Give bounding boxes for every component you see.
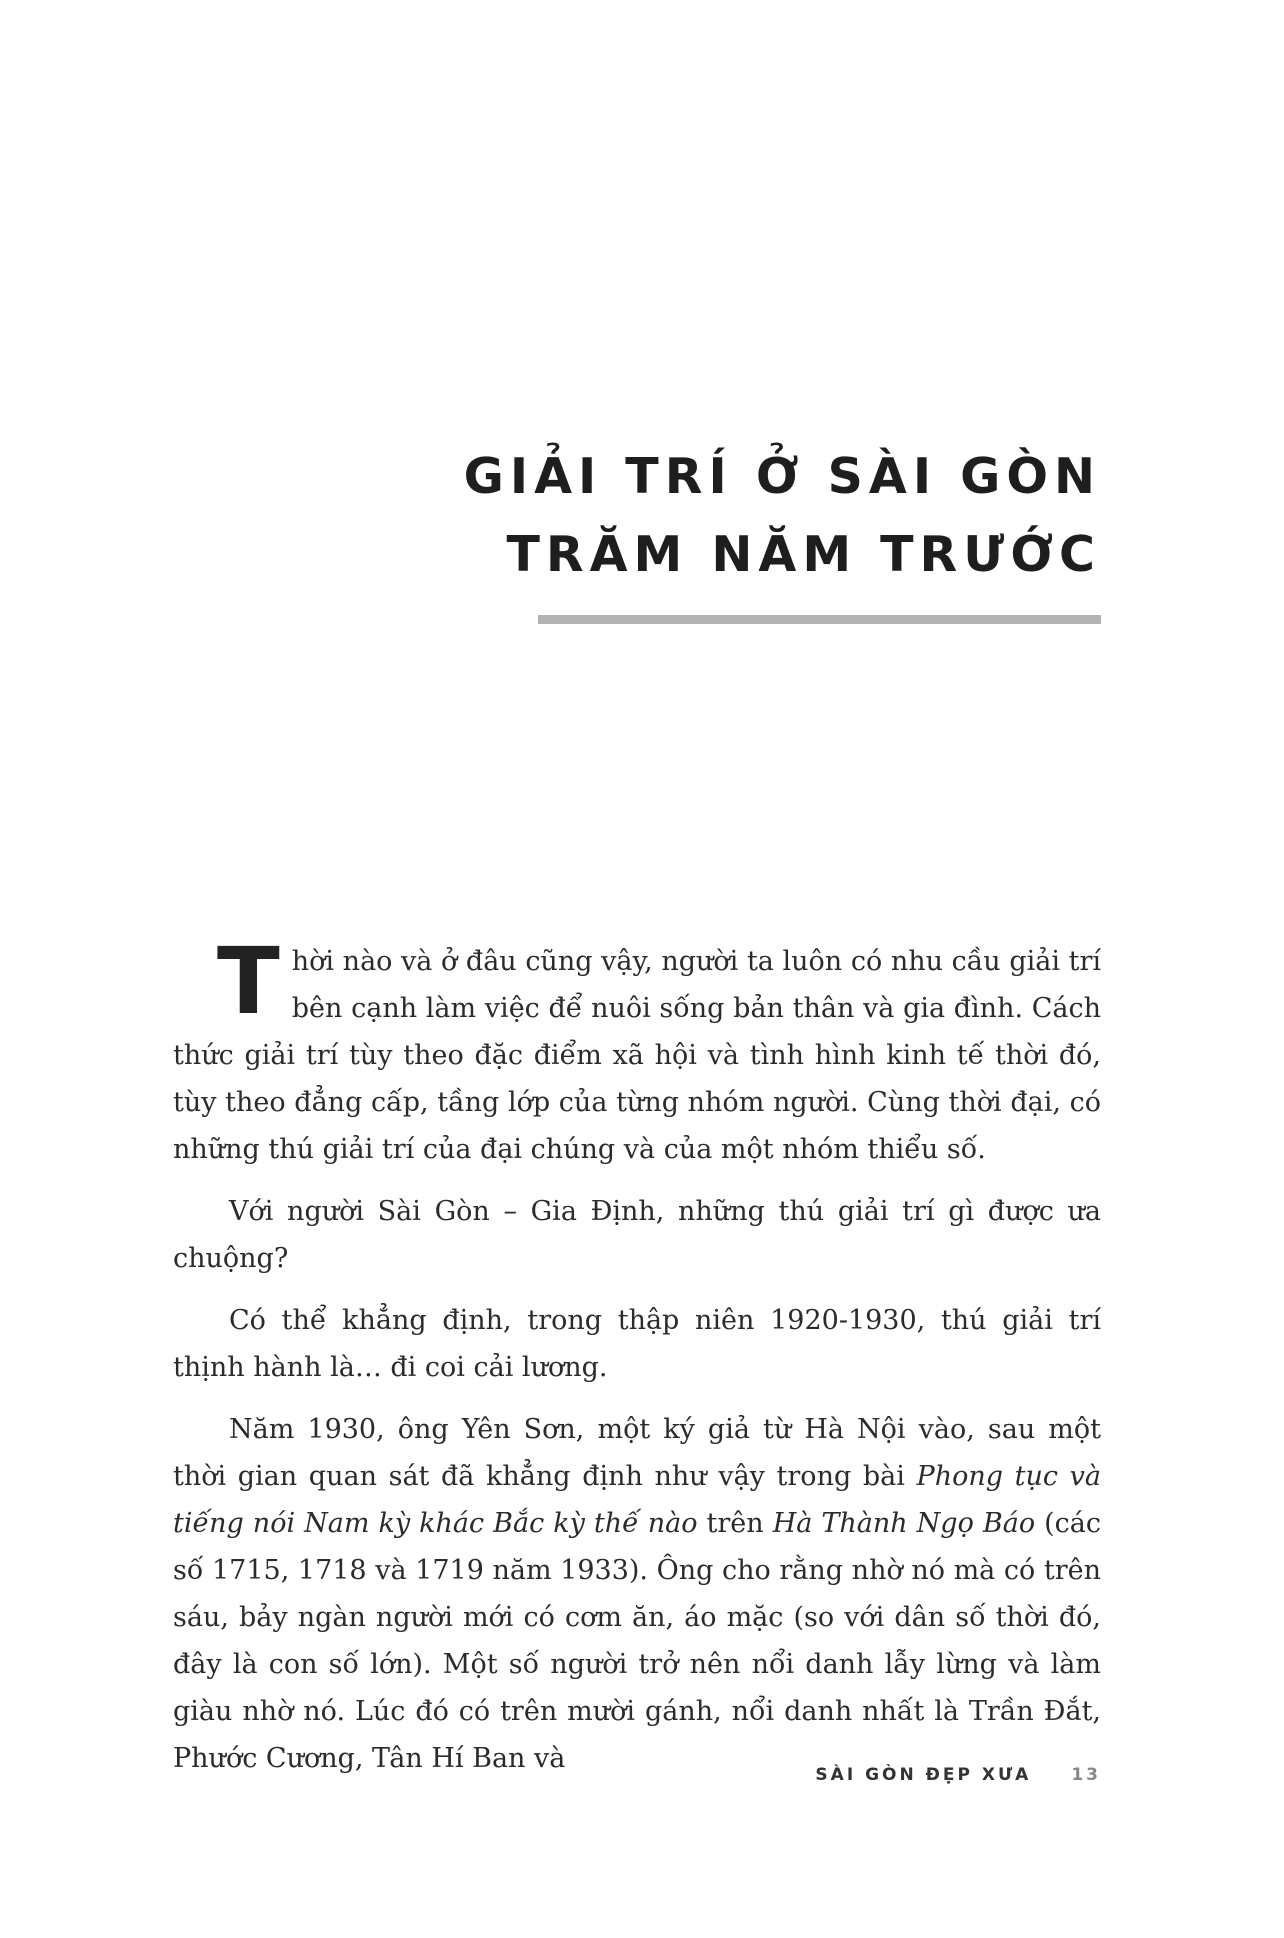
- chapter-title: [401, 438, 1101, 594]
- body-text: [173, 928, 1101, 1797]
- paragraph-4-text-c: (các số 1715, 1718 và 1719 năm 1933). Ông cho rằng nhờ nó mà có trên sáu, bảy ngàn người mới có cơm ăn, áo mặc (so với dân số thời đó, đây là con số lớn). Một số người trở nên nổi danh lẫy lừng và làm giàu nhờ nó. Lúc đó có trên mười gánh, nổi danh nhất là Trần Đắt, Phước Cương, Tân Hí Ban và: [173, 1508, 1101, 1774]
- paragraph-2: Với người Sài Gòn – Gia Định, những thú giải trí gì được ưa chuộng?: [173, 1196, 1101, 1274]
- chapter-title-line-1: GIẢI TRÍ Ở SÀI GÒN: [463, 448, 1101, 505]
- paragraph-4-text-a: Năm 1930, ông Yên Sơn, một ký giả từ Hà Nội vào, sau một thời gian quan sát đã khẳng định như vậy trong bài: [173, 1414, 1101, 1492]
- page-number: 13: [1071, 1765, 1101, 1785]
- paragraph-3: Có thể khẳng định, trong thập niên 1920-1930, thú giải trí thịnh hành là… đi coi cải lương.: [173, 1305, 1101, 1383]
- running-book-title: SÀI GÒN ĐẸP XƯA: [815, 1765, 1032, 1785]
- paragraph-1-text: hời nào và ở đâu cũng vậy, người ta luôn có nhu cầu giải trí bên cạnh làm việc để nuôi sống bản thân và gia đình. Cách thức giải trí tùy theo đặc điểm xã hội và tình hình kinh tế thời đó, tùy theo đẳng cấp, tầng lớp của từng nhóm người. Cùng thời đại, có những thú giải trí của đại chúng và của một nhóm thiểu số.: [173, 946, 1101, 1165]
- page-footer: [815, 1765, 1101, 1785]
- chapter-title-line-2: TRĂM NĂM TRƯỚC: [506, 526, 1101, 583]
- title-divider: [538, 615, 1101, 624]
- article-title: Phong tục và tiếng nói Nam kỳ khác Bắc kỳ thế nào: [173, 1461, 1101, 1539]
- paragraph-1: [173, 928, 1101, 1173]
- paragraph-4: [173, 1406, 1101, 1782]
- drop-cap: T: [217, 928, 280, 1035]
- paragraph-4-text-b: trên: [697, 1508, 773, 1539]
- newspaper-title: Hà Thành Ngọ Báo: [772, 1508, 1036, 1539]
